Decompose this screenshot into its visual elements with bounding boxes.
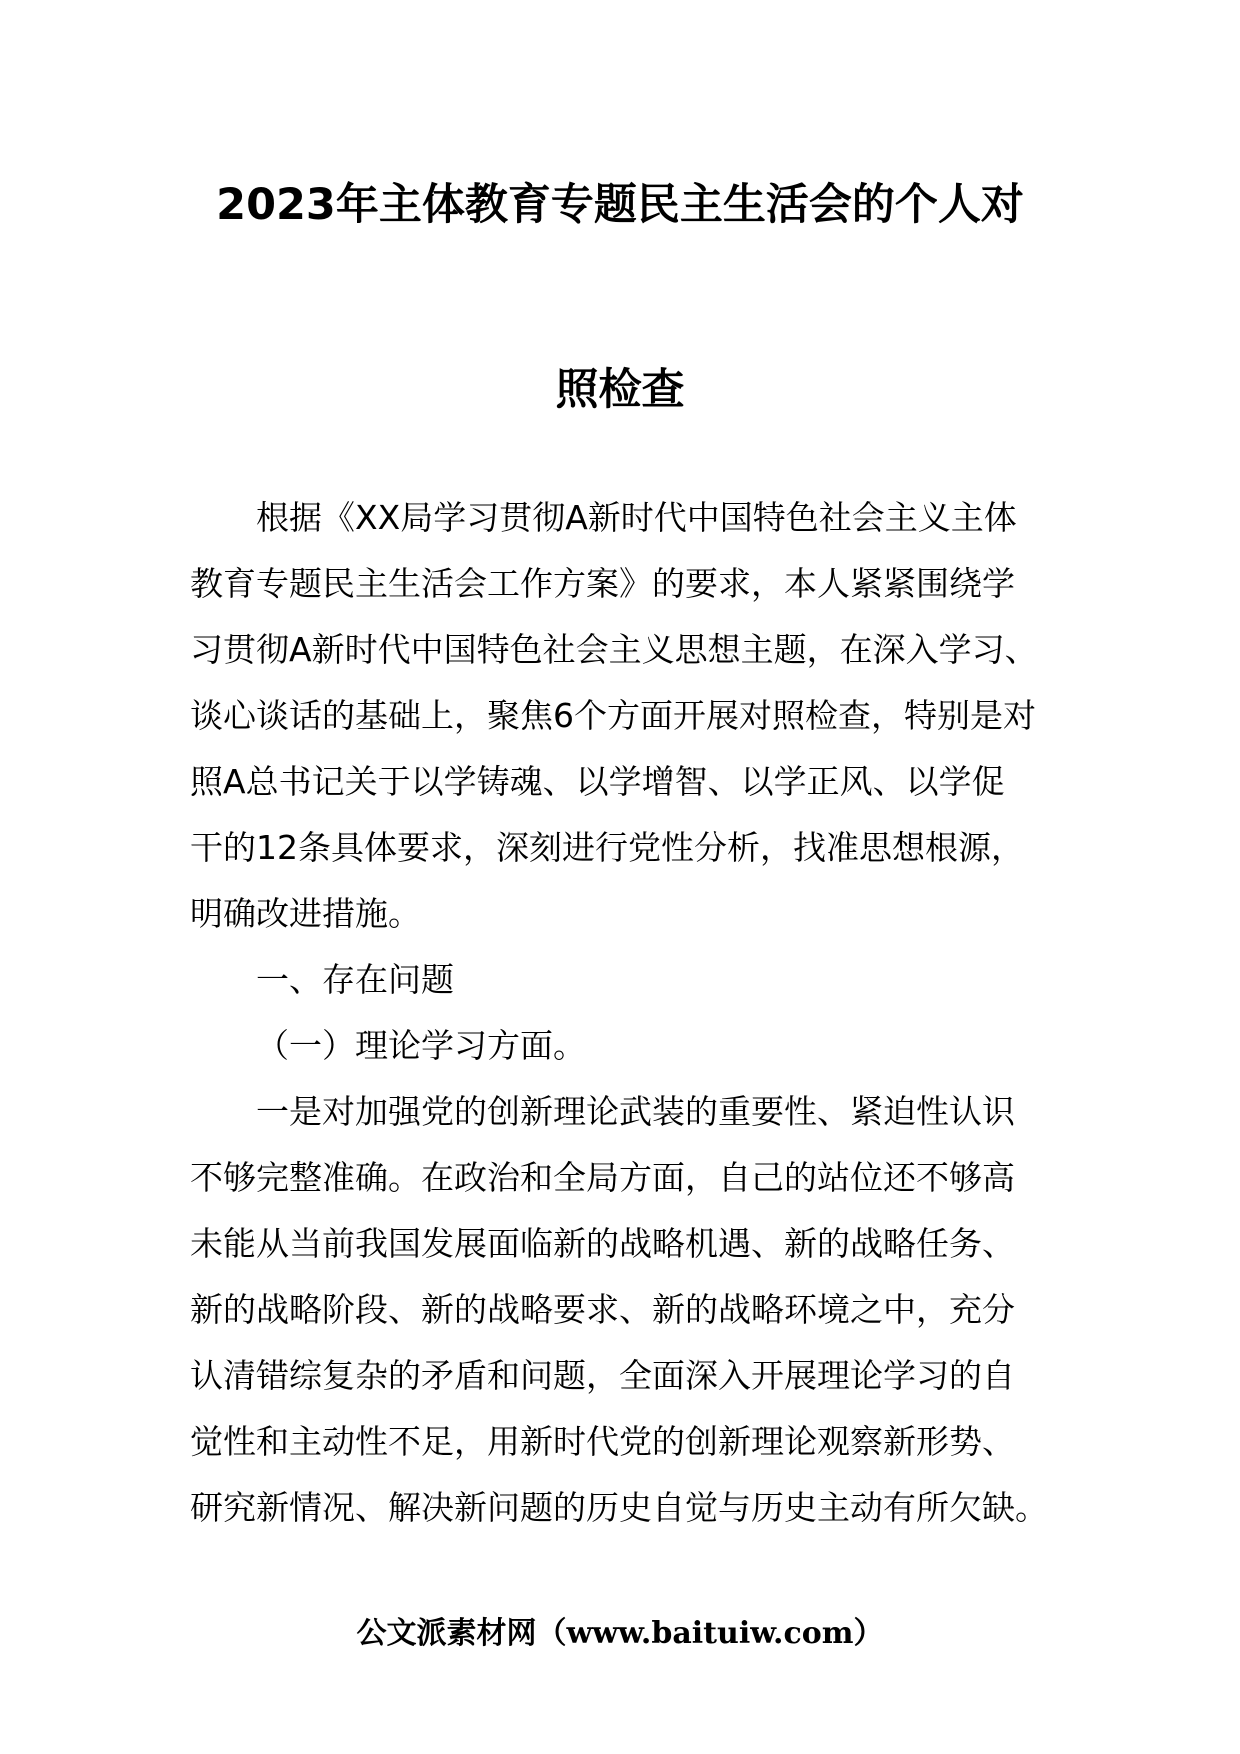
intro-line: 明确改进措施。 bbox=[190, 894, 421, 933]
point-line: 认清错综复杂的矛盾和问题，全面深入开展理论学习的自 bbox=[190, 1356, 1015, 1395]
point-line: 不够完整准确。在政治和全局方面，自己的站位还不够高 bbox=[190, 1158, 1015, 1197]
subsection-heading: （一）理论学习方面。 bbox=[256, 1026, 586, 1065]
point-line: 研究新情况、解决新问题的历史自觉与历史主动有所欠缺。 bbox=[190, 1488, 1048, 1527]
intro-line: 教育专题民主生活会工作方案》的要求，本人紧紧围绕学 bbox=[190, 564, 1015, 603]
intro-line: 习贯彻A新时代中国特色社会主义思想主题，在深入学习、 bbox=[190, 630, 1038, 669]
point-line: 新的战略阶段、新的战略要求、新的战略环境之中，充分 bbox=[190, 1290, 1015, 1329]
document-title-line-1: 2023年主体教育专题民主生活会的个人对 bbox=[216, 180, 1024, 230]
intro-line: 根据《XX局学习贯彻A新时代中国特色社会主义主体 bbox=[256, 498, 1017, 537]
intro-line: 干的12条具体要求，深刻进行党性分析，找准思想根源， bbox=[190, 828, 1024, 867]
section-heading: 一、存在问题 bbox=[256, 960, 454, 999]
footer-source: 公文派素材网（www.baituiw.com） bbox=[356, 1616, 884, 1651]
point-line: 觉性和主动性不足，用新时代党的创新理论观察新形势、 bbox=[190, 1422, 1015, 1461]
point-line: 未能从当前我国发展面临新的战略机遇、新的战略任务、 bbox=[190, 1224, 1015, 1263]
point-line: 一是对加强党的创新理论武装的重要性、紧迫性认识 bbox=[256, 1092, 1015, 1131]
document-title-line-2: 照检查 bbox=[555, 365, 685, 415]
intro-line: 照A总书记关于以学铸魂、以学增智、以学正风、以学促 bbox=[190, 762, 1005, 801]
intro-line: 谈心谈话的基础上，聚焦6个方面开展对照检查，特别是对 bbox=[190, 696, 1036, 735]
document-body bbox=[190, 485, 1070, 1541]
